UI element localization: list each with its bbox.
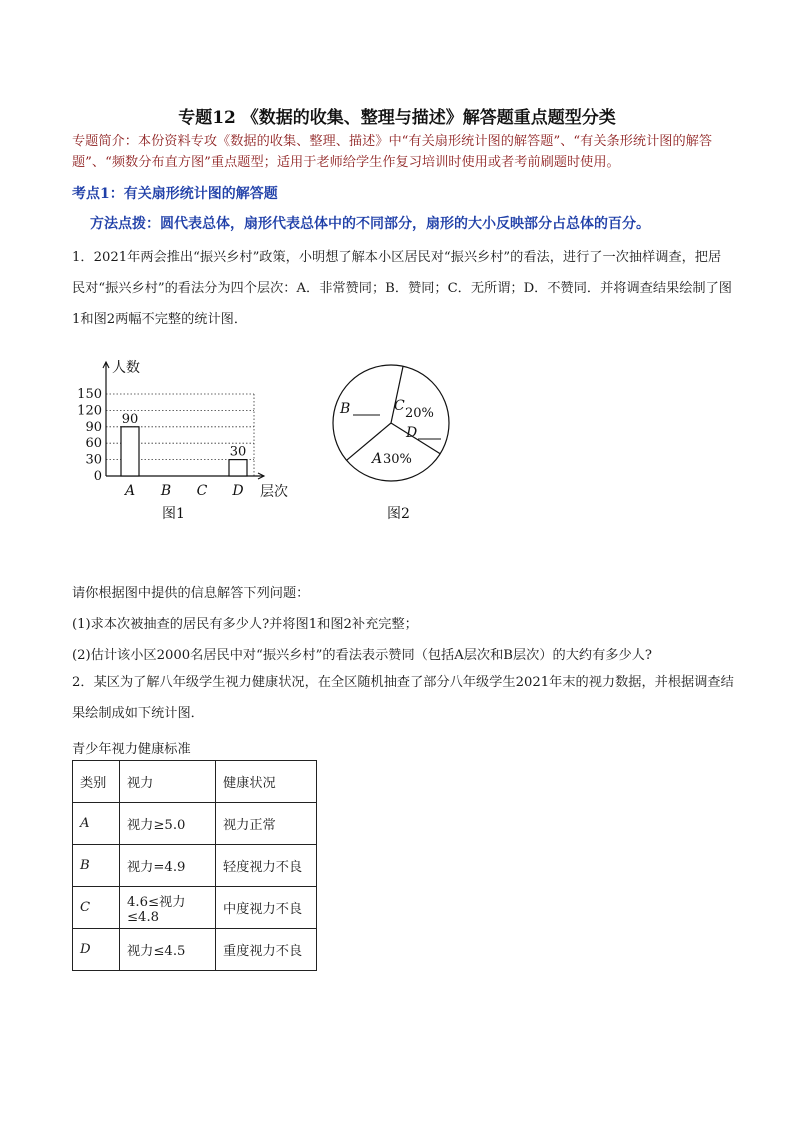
table-cell: B xyxy=(73,845,120,887)
question-2-text: 2．某区为了解八年级学生视力健康状况，在全区随机抽查了部分八年级学生2021年末的视力数据，并根据调查结果绘制成如下统计图． xyxy=(72,675,734,721)
question-1-prompt: 请你根据图中提供的信息解答下列问题： xyxy=(72,586,310,601)
table-cell: 视力=4.9 xyxy=(120,845,216,887)
table-cell: 视力≥5.0 xyxy=(120,803,216,845)
y-tick-label: 60 xyxy=(85,436,102,452)
figure-1-bar-chart xyxy=(70,352,300,502)
x-tick-label: B xyxy=(160,483,172,499)
x-tick-label: D xyxy=(232,483,244,499)
x-tick-label: A xyxy=(124,483,136,499)
y-axis-label: 人数 xyxy=(112,360,140,376)
table-title: 青少年视力健康标准 xyxy=(72,742,191,757)
table-cell: 重度视力不良 xyxy=(216,929,317,971)
table-header-cell: 类别 xyxy=(73,761,120,803)
x-tick-label: C xyxy=(196,483,208,499)
pie-slice-label: C xyxy=(394,398,405,414)
table-row xyxy=(73,929,317,971)
x-axis-label: 层次 xyxy=(260,484,288,500)
bar xyxy=(121,427,139,476)
question-1-text: 1．2021年两会推出“振兴乡村”政策，小明想了解本小区居民对“振兴乡村”的看法，进行了一次抽样调查，把居民对“振兴乡村”的看法分为四个层次：A．非常赞同；B．赞同；C．无所谓；D．不赞同．并将调查结果绘制了图1和图2两幅不完整的统计图． xyxy=(72,250,732,327)
table-row xyxy=(73,803,317,845)
table-cell: 轻度视力不良 xyxy=(216,845,317,887)
table-row xyxy=(73,887,317,929)
table-cell: D xyxy=(73,929,120,971)
table-header-cell: 视力 xyxy=(120,761,216,803)
y-tick-label: 30 xyxy=(85,452,102,468)
vision-standard-table xyxy=(72,760,317,971)
figure-2-pie-chart xyxy=(328,360,458,490)
figure-2-caption: 图2 xyxy=(387,506,410,522)
y-tick-label: 120 xyxy=(77,403,102,419)
pie-slice-percent: 30% xyxy=(383,452,412,467)
y-tick-label: 0 xyxy=(93,469,102,484)
pie-slice-percent: 20% xyxy=(405,406,434,421)
table-row xyxy=(73,845,317,887)
topic-intro: 专题简介：本份资料专攻《数据的收集、整理、描述》中“有关扇形统计图的解答题”、“有关条形统计图的解答题”、“频数分布直方图”重点题型；适用于老师给学生作复习培训时使用或者考前刷题时使用。 xyxy=(72,134,713,170)
bar xyxy=(229,460,247,476)
pie-slice-label: B xyxy=(340,401,351,417)
pie-slice-label: A xyxy=(372,451,383,467)
table-cell: 视力≤4.5 xyxy=(120,929,216,971)
bar-data-label: 30 xyxy=(229,444,247,460)
y-tick-label: 90 xyxy=(85,419,102,435)
bar-data-label: 90 xyxy=(121,411,139,427)
figure-1-caption: 图1 xyxy=(162,506,185,522)
table-header-row xyxy=(73,761,317,803)
question-1-sub-1: (1)求本次被抽查的居民有多少人?并将图1和图2补充完整； xyxy=(72,617,418,632)
table-header-cell: 健康状况 xyxy=(216,761,317,803)
question-1-sub-2: (2)估计该小区2000名居民中对“振兴乡村”的看法表示赞同（包括A层次和B层次）的大约有多少人? xyxy=(72,648,652,663)
table-cell: 4.6≤视力≤4.8 xyxy=(120,887,216,929)
y-tick-label: 150 xyxy=(77,387,102,402)
table-cell: A xyxy=(73,803,120,845)
table-cell: C xyxy=(73,887,120,929)
section-heading: 考点1：有关扇形统计图的解答题 xyxy=(72,186,278,202)
table-cell: 中度视力不良 xyxy=(216,887,317,929)
table-cell: 视力正常 xyxy=(216,803,317,845)
page-title: 专题12 《数据的收集、整理与描述》解答题重点题型分类 xyxy=(178,108,616,128)
pie-slice-label: D xyxy=(406,425,418,441)
method-tip: 方法点拨：圆代表总体，扇形代表总体中的不同部分，扇形的大小反映部分占总体的百分。 xyxy=(90,216,650,232)
